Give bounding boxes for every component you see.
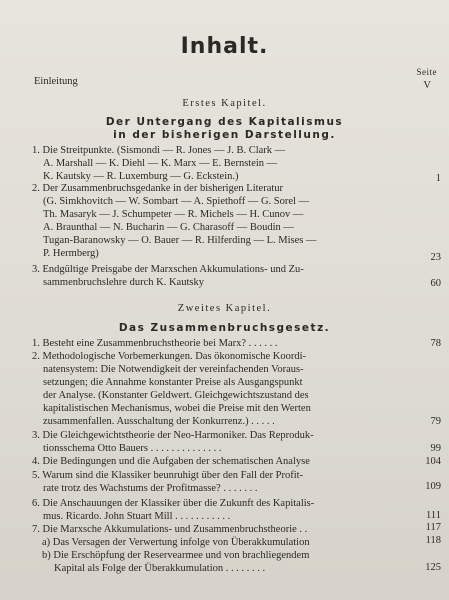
toc-entry-line: 6. Die Anschauungen der Klassiker über die Zukunft des Kapitalis-	[32, 498, 315, 509]
toc-entry-line: 1. Besteht eine Zusammenbruchstheorie bei Marx? . . . . . .	[32, 338, 278, 349]
toc-entry	[32, 183, 387, 260]
toc-entry	[32, 430, 387, 456]
toc-entry-line: A. Marshall — K. Diehl — K. Marx — E. Bernstein —	[43, 157, 278, 169]
toc-page-number: 60	[430, 278, 441, 289]
toc-page-number: 111	[426, 510, 441, 521]
chapter-heading-2	[0, 322, 449, 335]
toc-page-number: 1	[435, 173, 441, 184]
chapter-heading-line: Der Untergang des Kapitalismus	[105, 116, 344, 128]
toc-entry-line: tionsschema Otto Bauers . . . . . . . . . . . . . .	[43, 442, 222, 454]
toc-entry-line: 3. Die Gleichgewichtstheorie der Neo-Harmoniker. Das Reproduk-	[32, 430, 314, 441]
toc-entry-line: Kapital als Folge der Überakkumulation . . . . . . . .	[54, 562, 266, 574]
toc-entry-line: 3. Endgültige Preisgabe der Marxschen Akkumulations- und Zu-	[32, 264, 304, 275]
toc-entry-line: setzungen; die Annahme konstanter Preise als Ausgangspunkt	[43, 376, 303, 388]
toc-entry-line: Th. Masaryk — J. Schumpeter — R. Michels — H. Cunov —	[43, 208, 304, 220]
toc-page-number: 79	[430, 416, 441, 427]
toc-entry-line: A. Braunthal — N. Bucharin — G. Charasoff — Boudin —	[43, 221, 294, 233]
page-column-label: Seite	[416, 67, 437, 77]
toc-entry-line: 5. Warum sind die Klassiker beunruhigt über den Fall der Profit-	[32, 470, 304, 481]
toc-entry	[32, 264, 387, 290]
toc-entry-line: zusammenfallen. Ausschaltung der Konkurrenz.) . . . . .	[43, 415, 275, 427]
chapter-heading-1	[0, 116, 449, 141]
toc-entry-line: a) Das Versagen der Verwertung infolge von Überakkumulation	[42, 537, 310, 548]
chapter-heading-line: in der bisherigen Darstellung.	[113, 128, 336, 141]
chapter-label-1: Erstes Kapitel.	[182, 98, 267, 109]
toc-subentry	[42, 550, 387, 576]
toc-page-number: 99	[430, 443, 441, 454]
toc-page-number: 78	[430, 338, 441, 349]
toc-page-number: 104	[425, 456, 441, 467]
toc-entry-line: 2. Methodologische Vorbemerkungen. Das ökonomische Koordi-	[32, 351, 307, 362]
toc-entry-line: b) Die Erschöpfung der Reservearmee und von brachliegendem	[42, 550, 310, 561]
toc-entry-line: 7. Die Marxsche Akkumulations- und Zusammenbruchstheorie . .	[32, 524, 308, 535]
toc-subentry	[42, 537, 387, 550]
toc-entry	[32, 145, 387, 184]
toc-entry	[32, 524, 387, 537]
toc-entry-line: 1. Die Streitpunkte. (Sismondi — R. Jones — J. B. Clark —	[32, 145, 286, 156]
toc-entry-line: Tugan-Baranowsky — O. Bauer — R. Hilferding — L. Mises —	[43, 234, 317, 246]
toc-entry-line: (G. Simkhovitch — W. Sombart — A. Spiethoff — G. Sorel —	[43, 195, 310, 207]
toc-entry-line: sammenbruchslehre durch K. Kautsky	[43, 276, 204, 288]
toc-page-number: 109	[425, 481, 441, 492]
toc-page-number: 23	[430, 252, 441, 263]
toc-entry-line: 2. Der Zusammenbruchsgedanke in der bisherigen Literatur	[32, 183, 284, 194]
toc-page-number: 125	[425, 562, 441, 573]
toc-entry-line: natensystem: Die Notwendigkeit der vereinfachenden Voraus-	[43, 363, 304, 375]
toc-entry	[32, 351, 387, 428]
toc-entry-line: 4. Die Bedingungen und die Aufgaben der schematischen Analyse	[32, 456, 310, 467]
toc-entry	[32, 498, 387, 524]
toc-entry-einleitung	[34, 76, 437, 91]
page-title: Inhalt.	[180, 34, 269, 59]
toc-entry-line: rate trotz des Wachstums der Profitmasse? . . . . . . .	[43, 482, 258, 494]
toc-entry	[32, 456, 387, 469]
toc-page-number: 118	[425, 535, 441, 546]
chapter-heading-line: Das Zusammenbruchsgesetz.	[118, 322, 331, 334]
chapter-label-2: Zweites Kapitel.	[177, 303, 272, 314]
toc-entry-line: P. Hermberg)	[43, 247, 99, 259]
toc-page-number: V	[423, 80, 431, 91]
toc-entry-line: mus. Ricardo. John Stuart Mill . . . . . . . . . . .	[43, 510, 231, 522]
toc-entry-line: kapitalistischen Mechanismus, wobei die Preise mit den Werten	[43, 402, 311, 414]
toc-entry	[32, 470, 387, 496]
toc-entry-line: der Analyse. (Konstanter Geldwert. Gleichgewichtszustand des	[43, 389, 309, 401]
toc-entry-label: Einleitung	[34, 76, 78, 87]
toc-entry	[32, 338, 387, 351]
toc-page-number: 117	[425, 522, 441, 533]
toc-entry-line: K. Kautsky — R. Luxemburg — G. Eckstein.)	[43, 170, 239, 182]
